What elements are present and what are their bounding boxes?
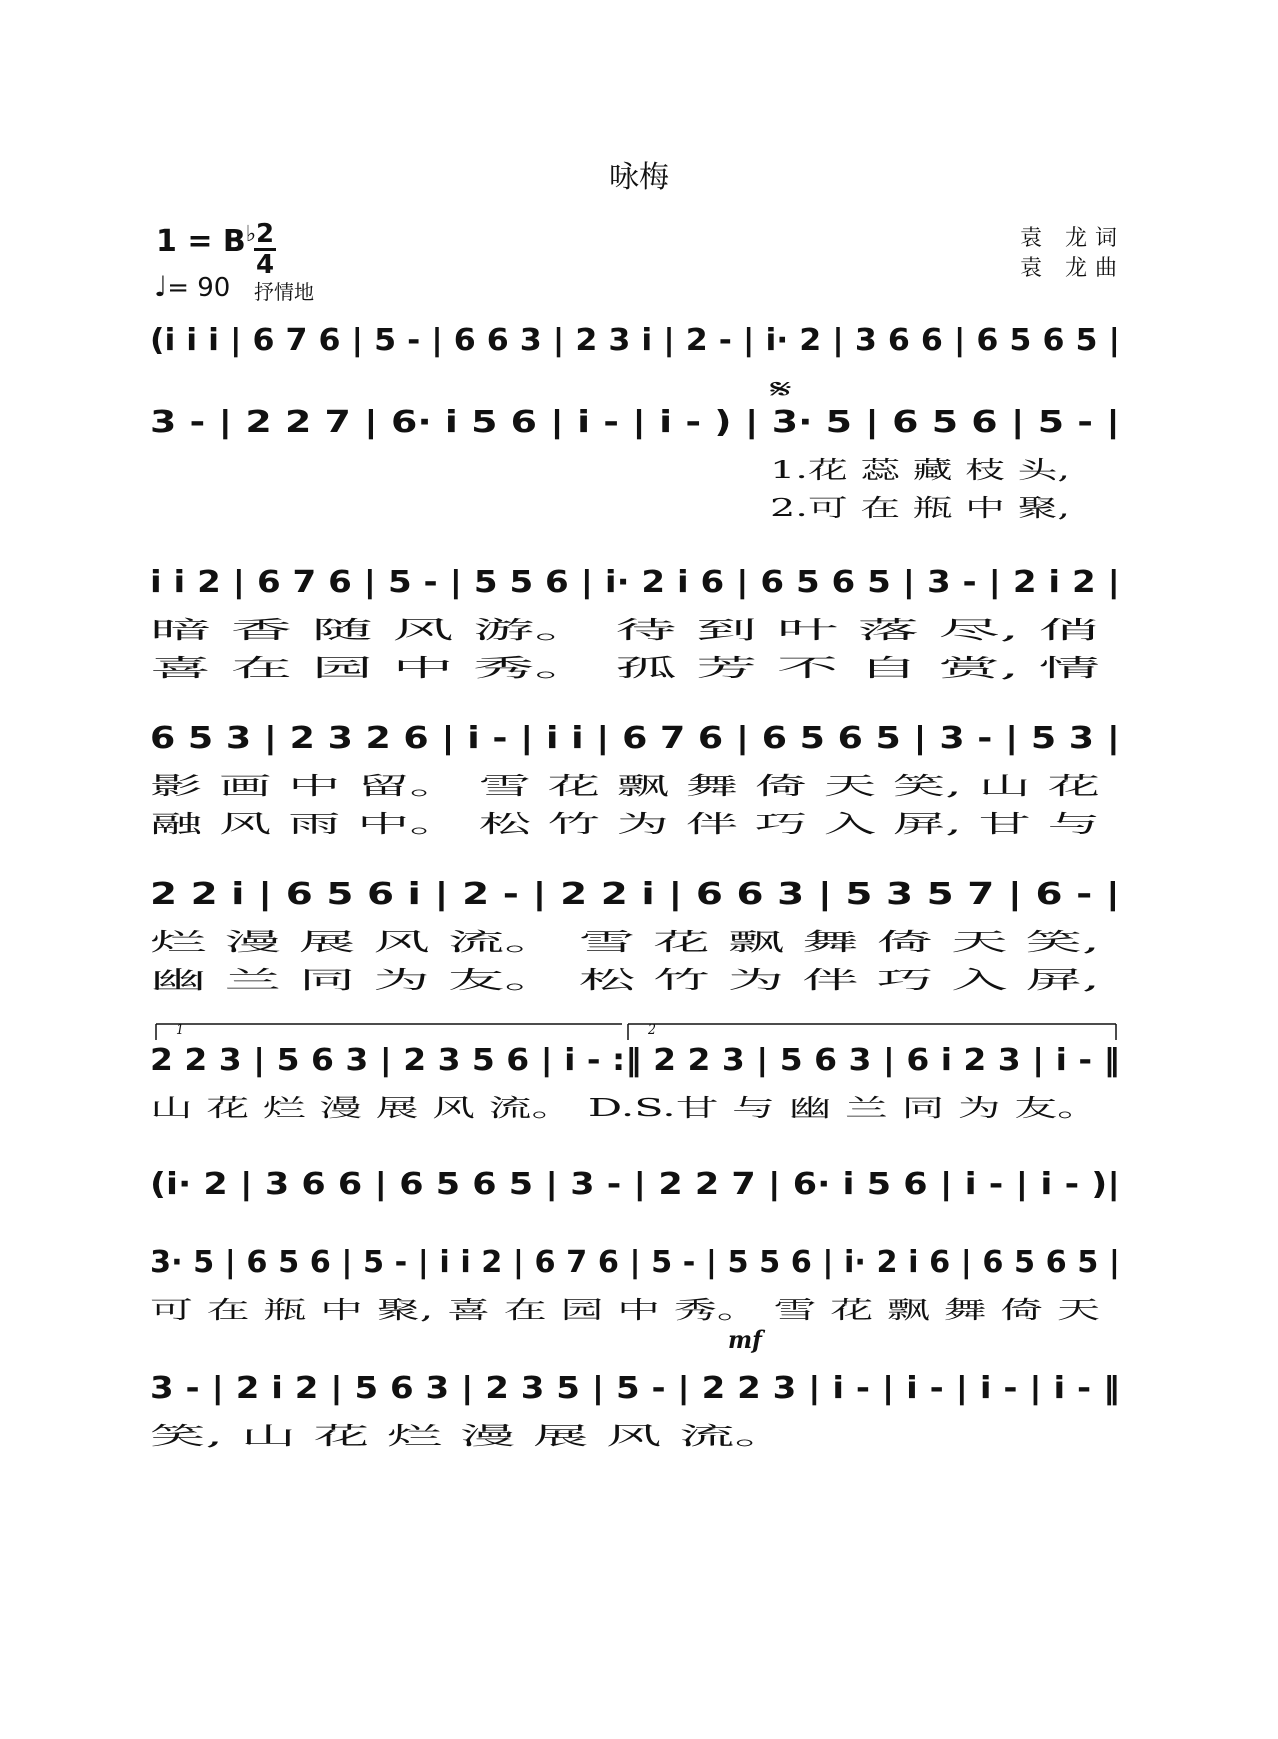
time-denominator: 4 [255,250,275,280]
tempo-value: = 90 [167,273,231,303]
expression-marking: 抒情地 [254,280,314,304]
notation-line: 3 - | 2 i 2 | 5 6 3 | 2 3 5 | 5 - | 2 2 3 | i - | i - | i - | i - ‖ [150,1371,1120,1406]
notation-line: 2 2 3 | 5 6 3 | 2 3 5 6 | i - :‖ 2 2 3 | 5 6 3 | 6 i 2 3 | i - ‖ [150,1043,1120,1078]
notation-line: i i 2 | 6 7 6 | 5 - | 5 5 6 | i· 2 i 6 | 6 5 6 5 | 3 - | 2 i 2 | [150,565,1120,600]
lyrics-line: 2.可 在 瓶 中 聚, [770,494,1070,522]
segno-sign: 𝄋 [770,375,792,405]
volta-number-2: 2 [647,1022,657,1038]
quarter-note-icon: ♩ [154,270,168,303]
lyrics-line: 1.花 蕊 藏 枝 头, [770,456,1070,484]
notation-line: (i· 2 | 3 6 6 | 6 5 6 5 | 3 - | 2 2 7 | 6· i 5 6 | i - | i - )| [150,1167,1120,1202]
lyrics-line: 影 画 中 留。 雪 花 飘 舞 倚 天 笑, 山 花 [150,772,1100,800]
time-numerator: 2 [255,219,275,249]
volta-number-1: 1 [176,1022,184,1038]
notation-line: 3 - | 2 2 7 | 6· i 5 6 | i - | i - ) | 3· 5 | 6 5 6 | 5 - | [150,405,1120,440]
lyrics-line: 暗 香 随 风 游。 待 到 叶 落 尽, 俏 [150,616,1100,644]
notation-line: 3· 5 | 6 5 6 | 5 - | i i 2 | 6 7 6 | 5 - | 5 5 6 | i· 2 i 6 | 6 5 6 5 | [150,1245,1120,1280]
lyrics-line: 笑, 山 花 烂 漫 展 风 流。 [150,1422,791,1450]
notation-line: 6 5 3 | 2 3 2 6 | i - | i i | 6 7 6 | 6 5 6 5 | 3 - | 5 3 | [150,721,1120,756]
lyrics-line: 喜 在 园 中 秀。 孤 芳 不 自 赏, 情 [150,654,1100,682]
key-label: 1 = B [156,224,246,259]
song-title: 咏梅 [609,160,669,195]
lyricist-credit: 袁 龙词 [1020,226,1125,251]
composer-credit: 袁 龙曲 [1020,256,1125,281]
flat-sign: ♭ [245,222,257,247]
lyrics-line: 幽 兰 同 为 友。 松 竹 为 伴 巧 入 屏, [150,966,1100,994]
notation-line: 2 2 i | 6 5 6 i | 2 - | 2 2 i | 6 6 3 | 5 3 5 7 | 6 - | [150,877,1120,912]
lyrics-line: 可 在 瓶 中 聚, 喜 在 园 中 秀。 雪 花 飘 舞 倚 天 [150,1296,1100,1324]
lyrics-line: 融 风 雨 中。 松 竹 为 伴 巧 入 屏, 甘 与 [150,810,1100,838]
lyrics-line: 烂 漫 展 风 流。 雪 花 飘 舞 倚 天 笑, [150,928,1100,956]
lyrics-line: 山 花 烂 漫 展 风 流。 D.S.甘 与 幽 兰 同 为 友。 [150,1094,1100,1122]
notation-line: (i i i | 6 7 6 | 5 - | 6 6 3 | 2 3 i | 2 - | i· 2 | 3 6 6 | 6 5 6 5 | [150,323,1120,358]
dynamic-marking: mf [728,1325,766,1354]
